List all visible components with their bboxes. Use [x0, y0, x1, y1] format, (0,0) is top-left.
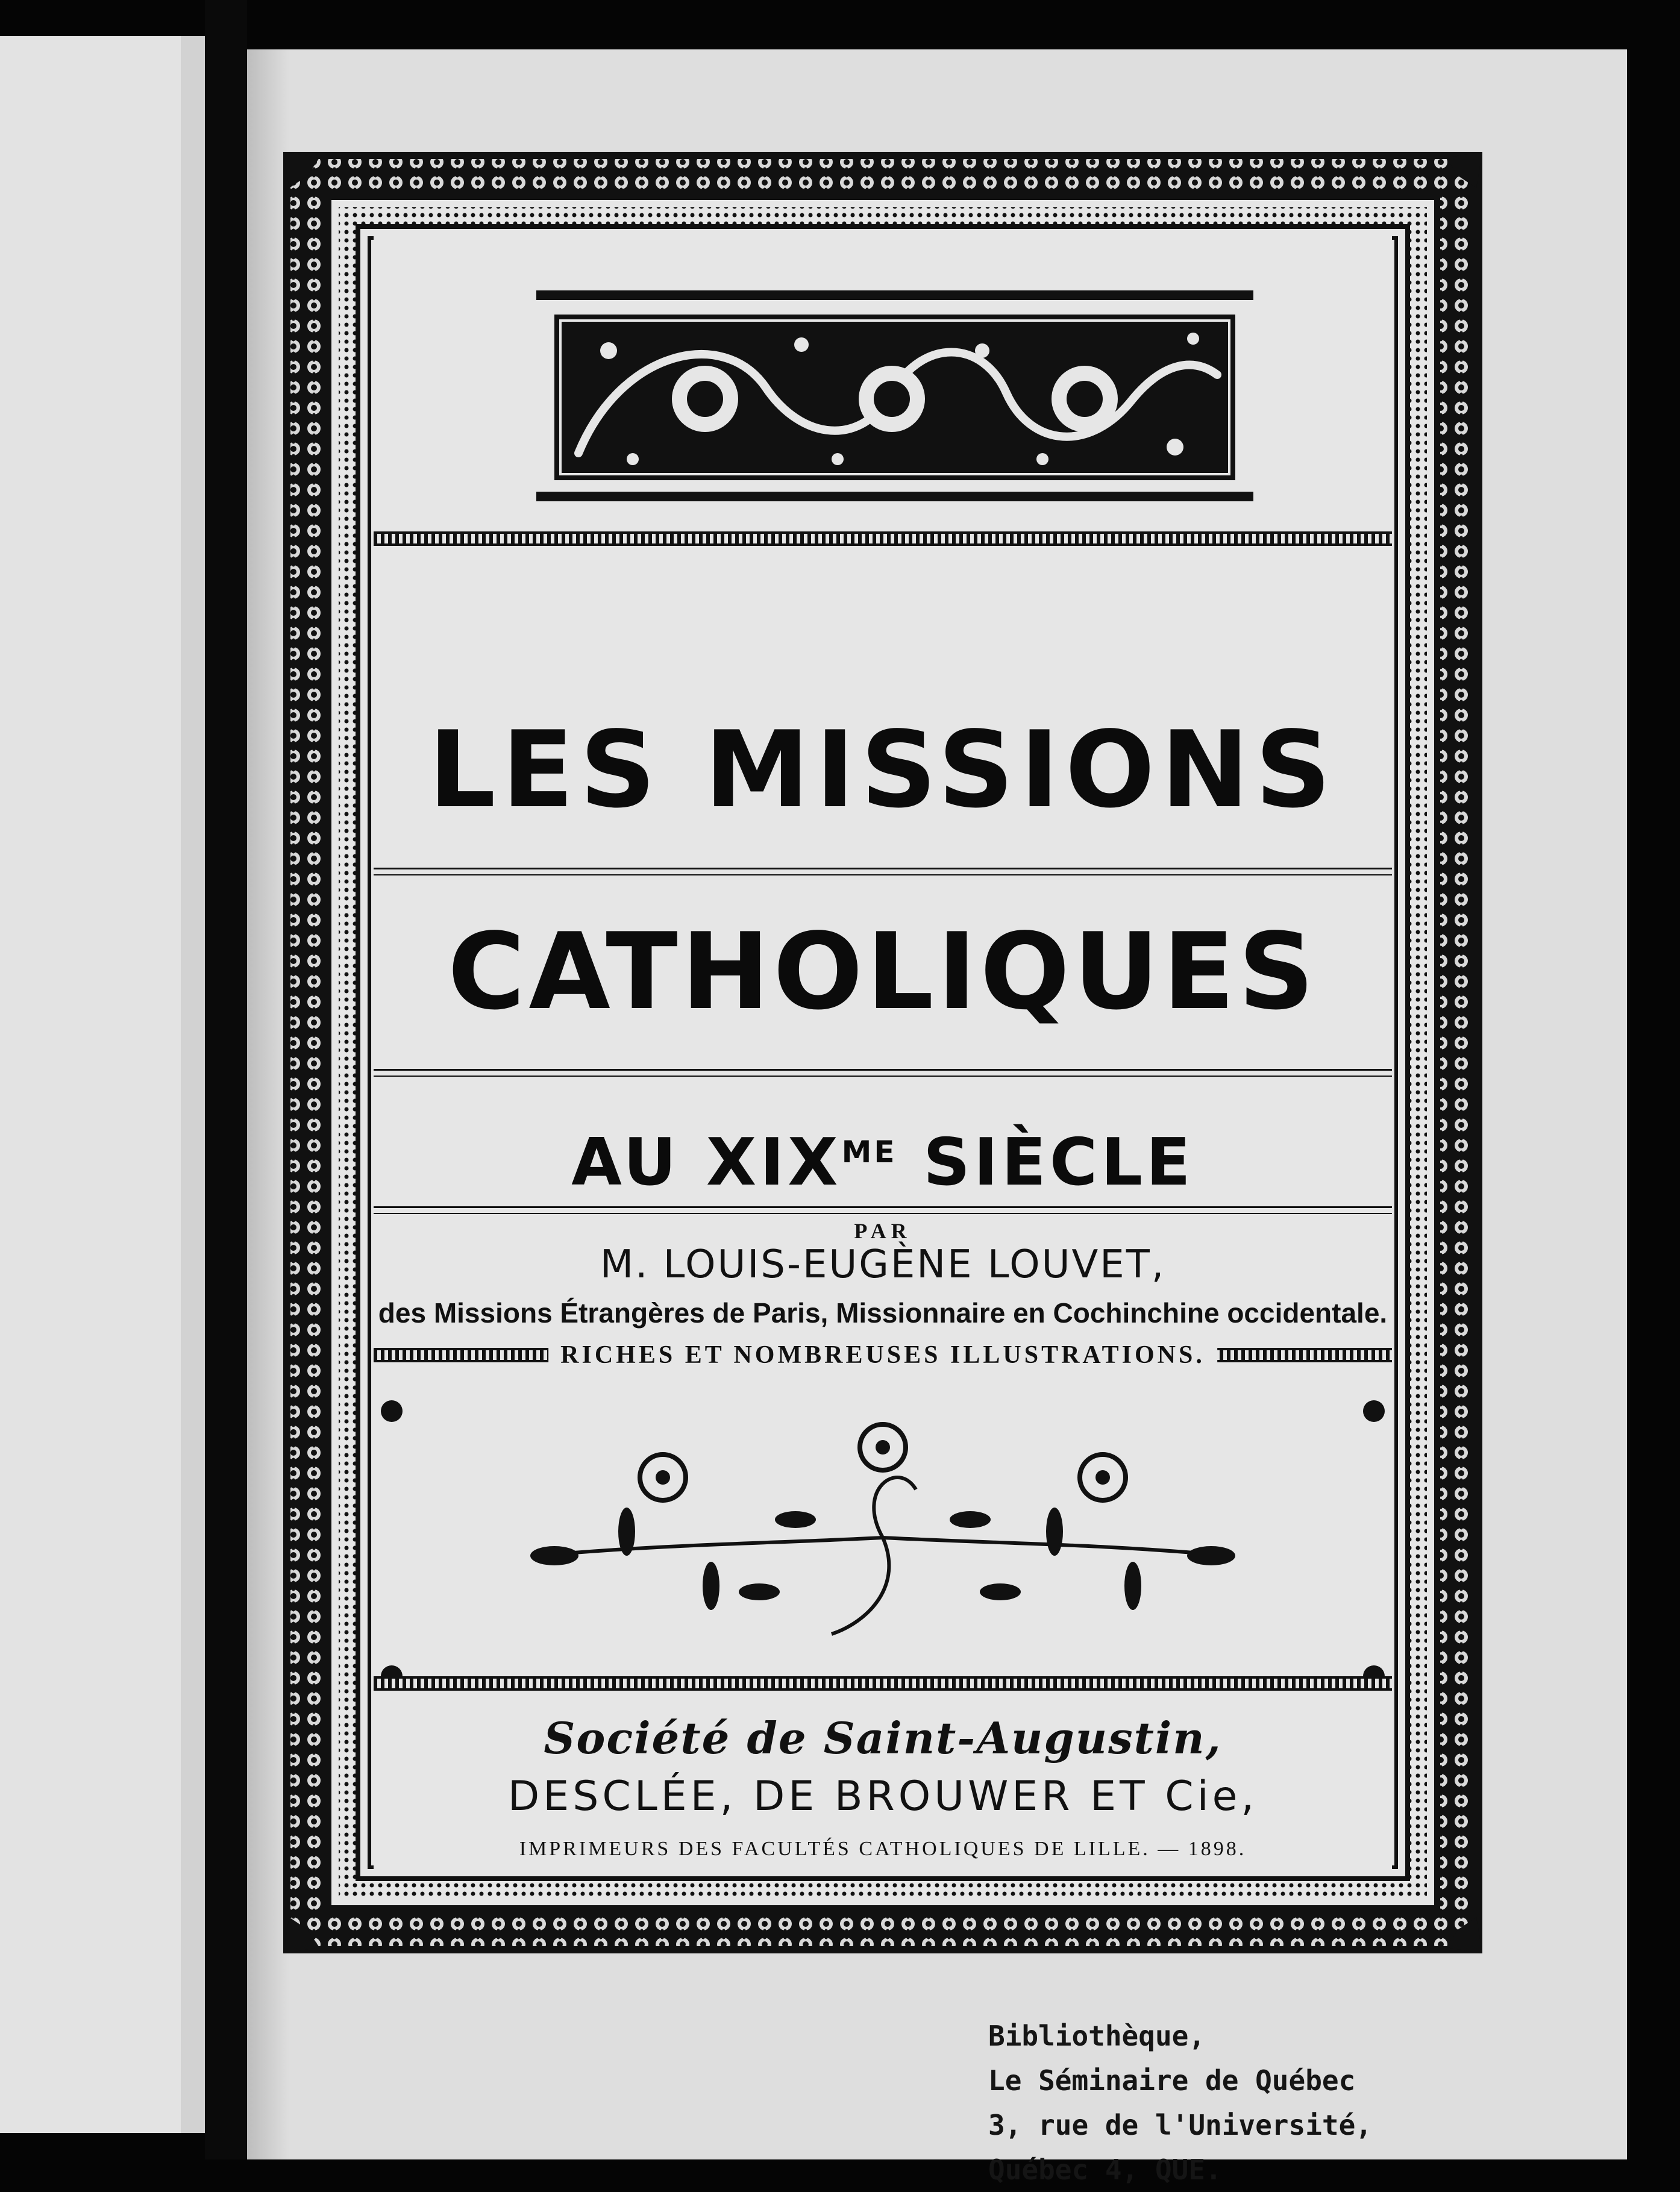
- printer-line: IMPRIMEURS DES FACULTÉS CATHOLIQUES DE LILLE. — 1898.: [519, 1838, 1247, 1860]
- floral-headpiece: [524, 278, 1265, 513]
- title-line-2: CATHOLIQUES: [448, 911, 1318, 1033]
- floral-ornament: [374, 1393, 1392, 1694]
- title-page: [247, 49, 1627, 2186]
- title-line-1: LES MISSIONS: [428, 709, 1337, 831]
- stamp-line-3: 3, rue de l'Université,: [988, 2109, 1372, 2141]
- illustrations-band: [374, 1341, 1392, 1371]
- subtitle-main: AU XIX: [571, 1125, 842, 1200]
- rule-below-title: [374, 1069, 1392, 1077]
- adjacent-page-strip: [0, 36, 181, 2133]
- rule-between-title: [374, 868, 1392, 875]
- ornamental-frame: [283, 152, 1482, 1953]
- subtitle: [374, 1125, 1392, 1200]
- adjacent-page-edge: [181, 36, 205, 2133]
- rule-above-byline: [374, 1206, 1392, 1214]
- rule-above-imprint: [374, 1676, 1392, 1691]
- stamp-line-4: Québec 4, QUE.: [988, 2153, 1222, 2186]
- book-gutter: [205, 0, 247, 2159]
- author-name: M. LOUIS-EUGÈNE LOUVET,: [600, 1242, 1166, 1287]
- stamp-line-1: Bibliothèque,: [988, 2020, 1206, 2052]
- byline-par: PAR: [854, 1219, 912, 1243]
- rule-above-title: [374, 531, 1392, 546]
- library-stamp: [988, 2014, 1470, 2192]
- subtitle-superscript: ME: [841, 1135, 897, 1170]
- subtitle-end: SIÈCLE: [897, 1125, 1194, 1200]
- author-affiliation: des Missions Étrangères de Paris, Missionnaire en Cochinchine occidentale.: [378, 1297, 1388, 1329]
- publisher-name: DESCLÉE, DE BROUWER ET Cie,: [507, 1773, 1258, 1820]
- illustrations-note: RICHES ET NOMBREUSES ILLUSTRATIONS.: [548, 1341, 1217, 1370]
- stamp-line-2: Le Séminaire de Québec: [988, 2064, 1356, 2097]
- title-panel: [374, 230, 1392, 1875]
- society-name: Société de Saint-Augustin,: [544, 1712, 1222, 1764]
